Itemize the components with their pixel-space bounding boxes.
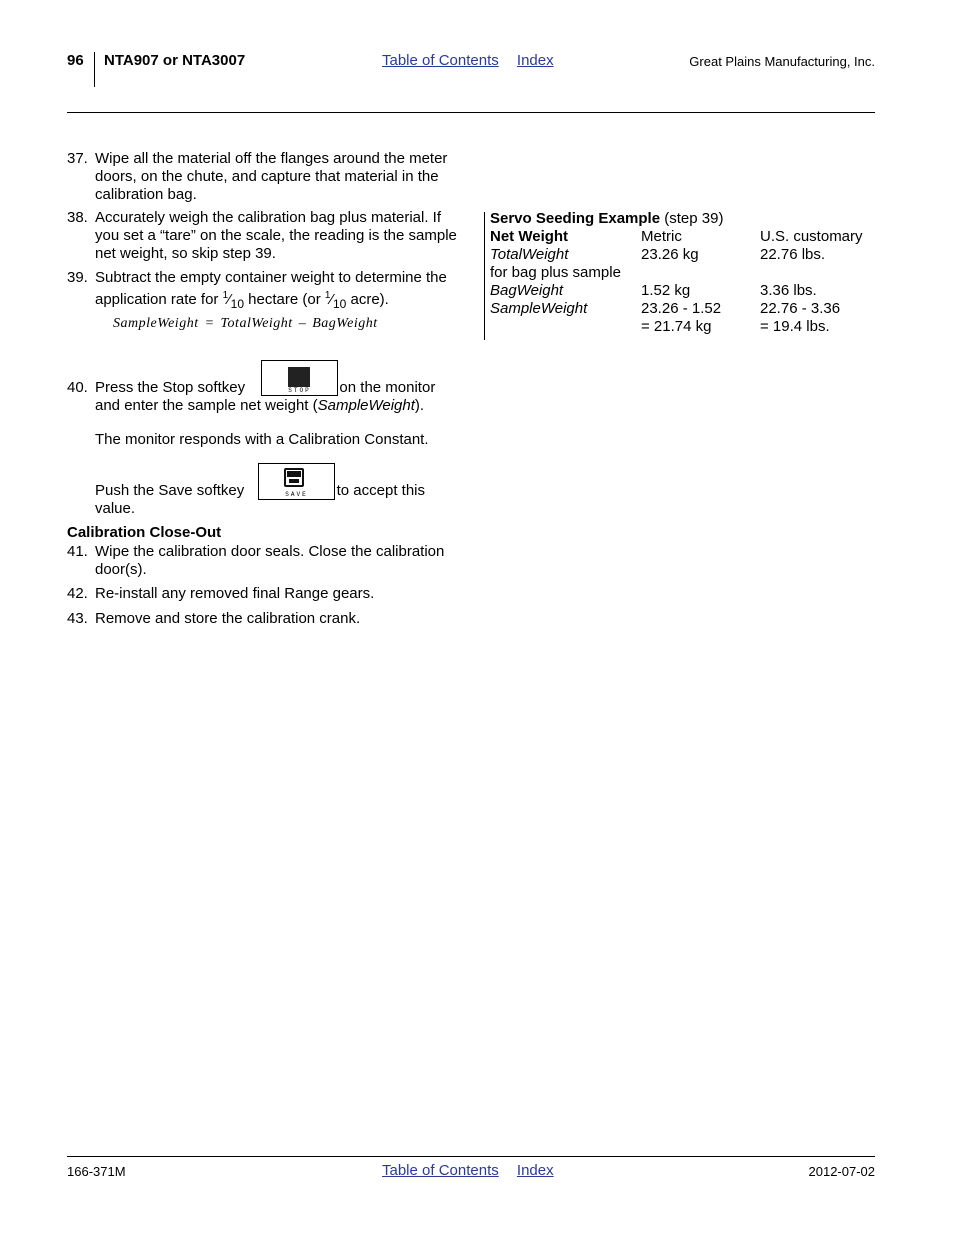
stop-softkey-label: STOP <box>288 387 311 394</box>
step-number: 41. <box>67 543 88 560</box>
example-row-sample: SampleWeight 23.26 - 1.52 22.76 - 3.36 <box>490 300 841 317</box>
header-index-link[interactable]: Index <box>516 52 554 69</box>
example-title-row <box>490 210 880 228</box>
header-divider <box>94 52 95 87</box>
step-number: 42. <box>67 585 88 602</box>
step-39 <box>67 269 457 313</box>
footer-nav <box>382 1162 568 1179</box>
example-row-total-sub: for bag plus sample <box>490 264 621 281</box>
step-number: 38. <box>67 209 88 226</box>
step-number: 37. <box>67 150 88 167</box>
step-text: Press the Stop softkey on the monitor and enter the sample net weight (SampleWeight). <box>95 379 436 414</box>
example-header-row <box>490 228 880 246</box>
step-text: Remove and store the calibration crank. <box>95 610 361 627</box>
header-toc-link[interactable]: Table of Contents <box>382 52 499 69</box>
step-text: Wipe the calibration door seals. Close the calibration door(s). <box>95 543 445 578</box>
header-nav <box>382 52 568 69</box>
header-rule <box>67 112 875 113</box>
section-heading: Calibration Close-Out <box>67 524 222 541</box>
step-number: 43. <box>67 610 88 627</box>
stop-icon <box>288 367 310 387</box>
example-sidebar-rule <box>484 212 485 340</box>
header-us: U.S. customary <box>760 228 863 245</box>
sample-weight-formula: SampleWeight = TotalWeight – BagWeight <box>113 316 378 331</box>
step-text: Accurately weigh the calibration bag plus material. If you set a “tare” on the scale, the reading is the sample net weight, so skip step 39. <box>95 209 457 262</box>
step-42 <box>67 585 457 603</box>
example-row-bag: BagWeight 1.52 kg 3.36 lbs. <box>490 282 817 299</box>
step-number: 40. <box>67 379 88 396</box>
header-net-weight: Net Weight <box>490 228 569 245</box>
example-row-total: TotalWeight 23.26 kg 22.76 lbs. <box>490 246 826 263</box>
monitor-response-text: The monitor responds with a Calibration Constant. <box>95 431 429 448</box>
example-title: Servo Seeding Example <box>490 210 661 227</box>
step-41 <box>67 543 457 579</box>
example-title-note: (step 39) <box>660 210 724 227</box>
step-38 <box>67 209 457 263</box>
save-softkey[interactable] <box>258 463 335 500</box>
step-text: Wipe all the material off the flanges around the meter doors, on the chute, and capture that material in the calibration bag. <box>95 150 448 203</box>
save-instruction: Push the Save softkey to accept this value. <box>95 482 425 517</box>
step-number: 39. <box>67 269 88 286</box>
step-text: Subtract the empty container weight to determine the application rate for $^1⁄_{10}$ hectare (or $^1⁄_{10}$ acre). <box>95 269 447 311</box>
servo-seeding-example <box>490 210 880 336</box>
page-number: 96 <box>67 52 84 69</box>
header-metric: Metric <box>641 228 682 245</box>
stop-softkey[interactable] <box>261 360 338 396</box>
document-date: 2012-07-02 <box>808 1164 875 1179</box>
footer-index-link[interactable]: Index <box>516 1162 554 1179</box>
example-row-sample-result: = 21.74 kg = 19.4 lbs. <box>641 318 830 335</box>
save-icon <box>284 468 304 487</box>
save-softkey-label: SAVE <box>285 491 308 498</box>
step-43 <box>67 610 457 628</box>
footer-toc-link[interactable]: Table of Contents <box>382 1162 499 1179</box>
model-title: NTA907 or NTA3007 <box>104 52 246 69</box>
step-text: Re-install any removed final Range gears. <box>95 585 375 602</box>
company-name: Great Plains Manufacturing, Inc. <box>689 54 875 69</box>
footer-rule <box>67 1156 875 1157</box>
document-number: 166-371M <box>67 1164 126 1179</box>
step-37 <box>67 150 457 204</box>
